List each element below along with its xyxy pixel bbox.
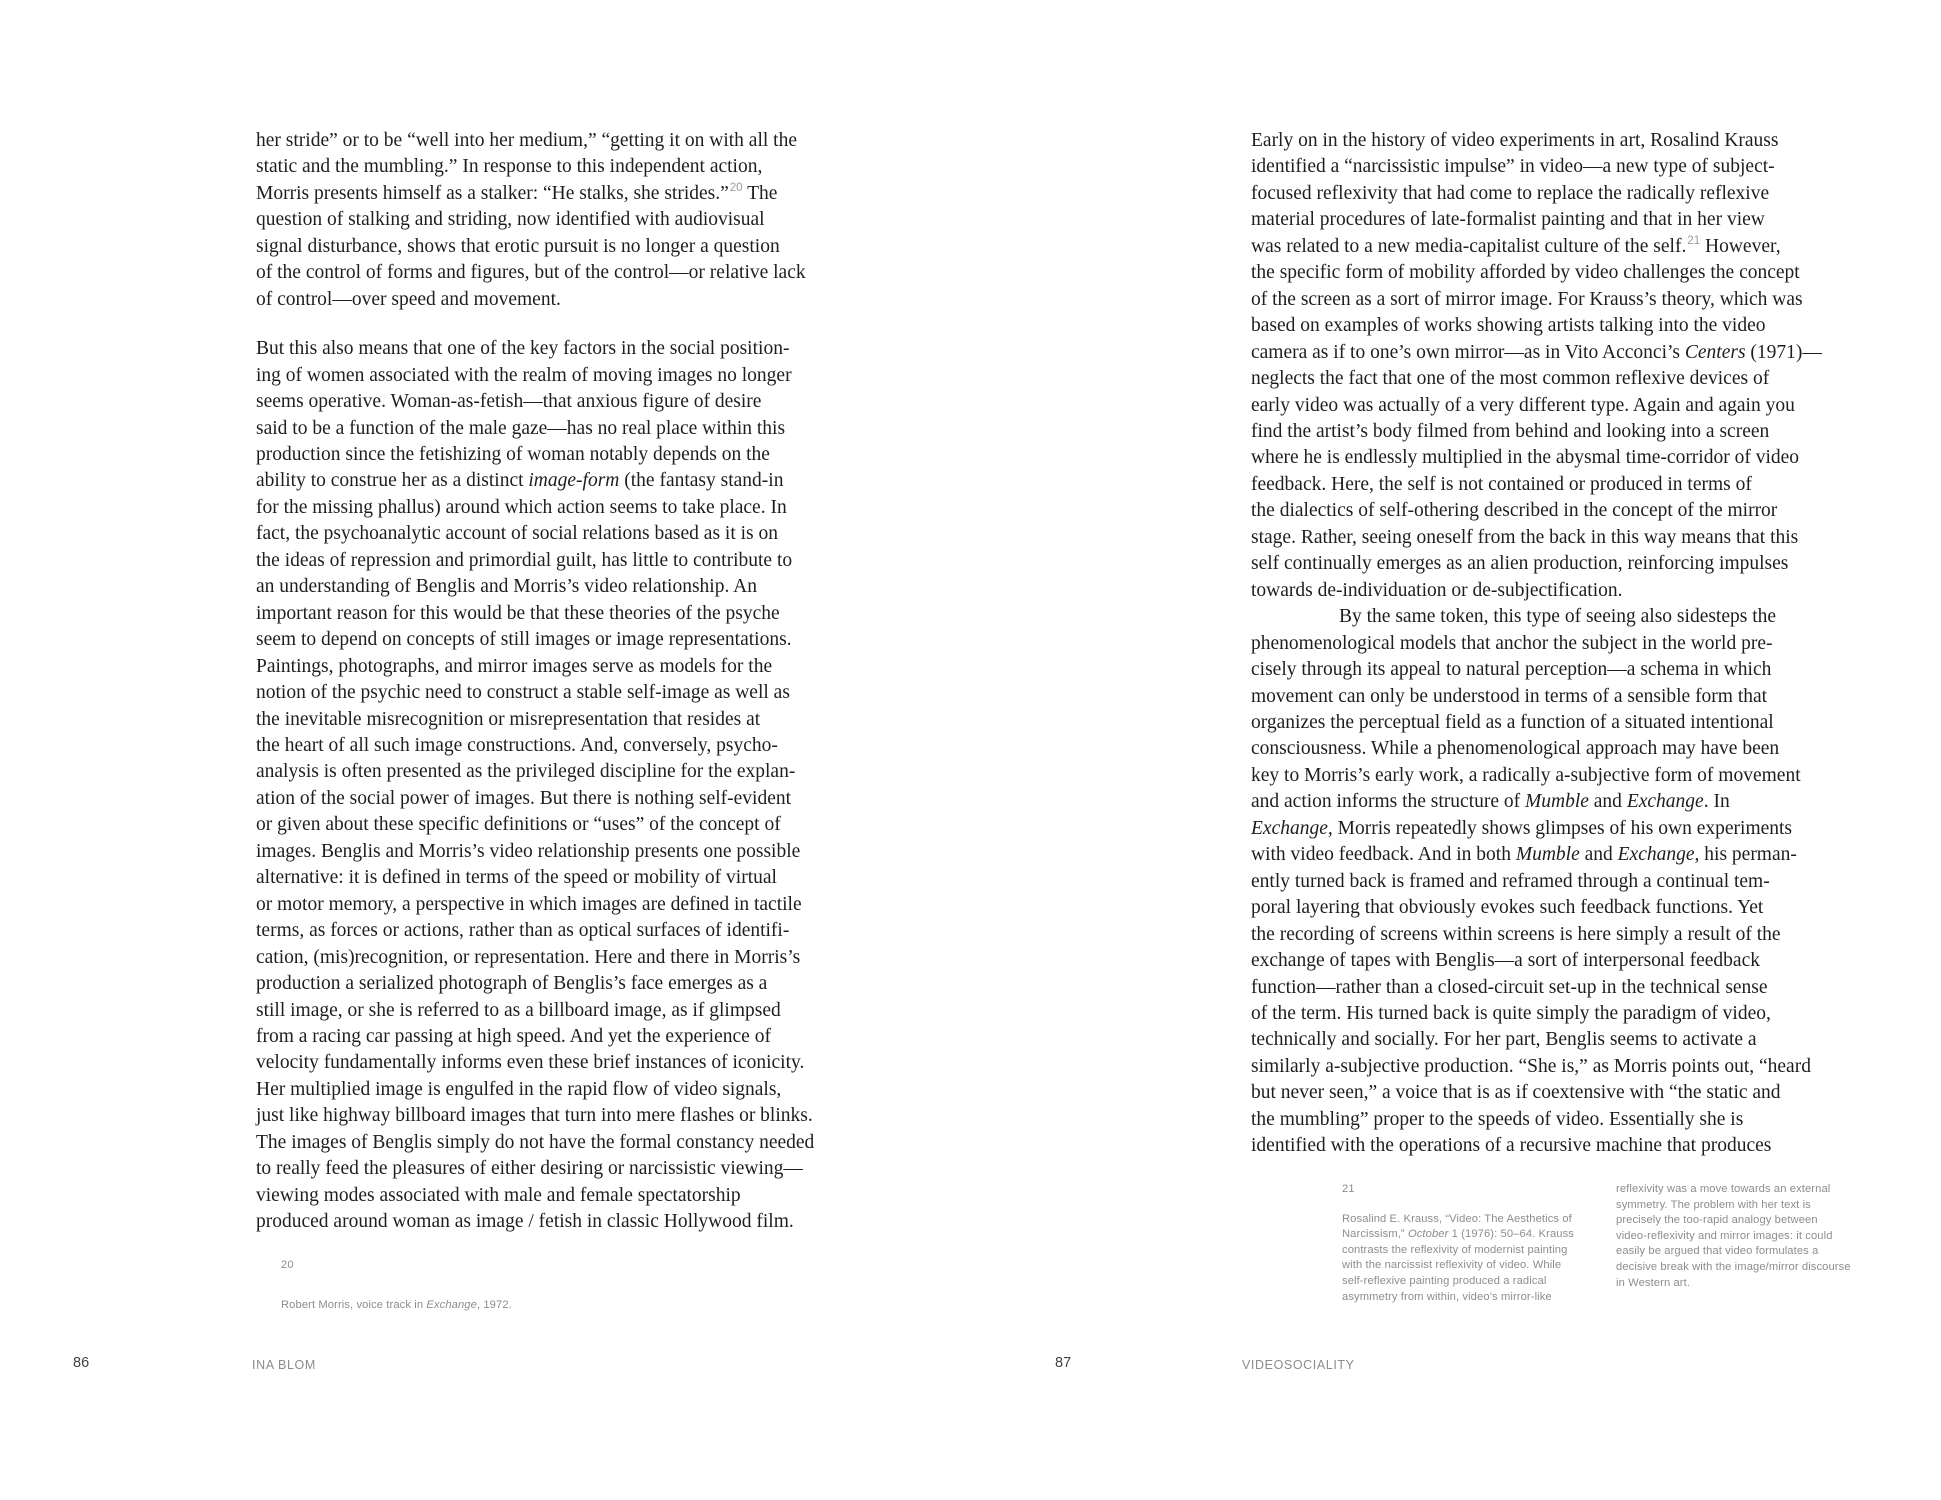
- text-line: material procedures of late-formalist painting and that in her view: [1251, 209, 1765, 231]
- note-reference: 20: [729, 182, 743, 195]
- text-line: cisely through its appeal to natural perception—a schema in which: [1251, 659, 1772, 681]
- text-line: seem to depend on concepts of still images or image representations.: [256, 629, 792, 651]
- text-line: ation of the social power of images. But there is nothing self-evident: [256, 787, 792, 809]
- text-line: early video was actually of a very different type. Again and again you: [1251, 394, 1795, 416]
- text-line: signal disturbance, shows that erotic pursuit is no longer a question: [256, 235, 780, 257]
- text-line: Robert Morris, voice track in Exchange, 1972.: [281, 1298, 512, 1311]
- text-line: or given about these specific definitions or “uses” of the concept of: [256, 814, 781, 836]
- footnote-column-2: [1616, 1182, 1878, 1291]
- text-line: organizes the perceptual field as a function of a situated intentional: [1251, 711, 1774, 733]
- text-line: production a serialized photograph of Benglis’s face emerges as a: [256, 973, 768, 995]
- text-line: production since the fetishizing of woman notably depends on the: [256, 443, 770, 465]
- text-line: the ideas of repression and primordial guilt, has little to contribute to: [256, 549, 793, 571]
- text-line: her stride” or to be “well into her medium,” “getting it on with all the: [256, 130, 797, 151]
- text-line: an understanding of Benglis and Morris’s video relationship. An: [256, 576, 757, 598]
- left-running-title: INA BLOM: [252, 1358, 316, 1372]
- text-line: feedback. Here, the self is not contained or produced in terms of: [1251, 473, 1752, 495]
- footnote-text: [281, 1298, 512, 1314]
- text-line: poral layering that obviously evokes such feedback functions. Yet: [1251, 897, 1764, 919]
- right-paragraph-2: [1251, 604, 1916, 1160]
- left-page-number: 86: [73, 1355, 90, 1371]
- text-line: neglects the fact that one of the most common reflexive devices of: [1251, 368, 1770, 390]
- text-line: symmetry. The problem with her text is: [1616, 1198, 1811, 1211]
- text-line: function—rather than a closed-circuit set-up in the technical sense: [1251, 976, 1768, 998]
- text-line: camera as if to one’s own mirror—as in Vito Acconci’s Centers (1971)—: [1251, 341, 1822, 363]
- text-line: from a racing car passing at high speed. And yet the experience of: [256, 1025, 771, 1047]
- footnote-text: [1342, 1212, 1604, 1306]
- text-line: of the control of forms and figures, but of the control—or relative lack: [256, 262, 806, 284]
- text-line: terms, as forces or actions, rather than as optical surfaces of identifi-: [256, 920, 790, 942]
- text-line: the mumbling” proper to the speeds of video. Essentially she is: [1251, 1108, 1744, 1130]
- text-line: the specific form of mobility afforded by video challenges the concept: [1251, 262, 1800, 284]
- text-line: with video feedback. And in both Mumble and Exchange, his perman-: [1251, 844, 1797, 866]
- text-line: phenomenological models that anchor the subject in the world pre-: [1251, 632, 1773, 654]
- footnote-column-1: [1342, 1182, 1604, 1305]
- text-line: Morris presents himself as a stalker: “He stalks, she strides.”$^{20}$ The: [256, 182, 778, 204]
- right-page-number: 87: [1055, 1355, 1072, 1371]
- text-line: key to Morris’s early work, a radically a-subjective form of movement: [1251, 764, 1801, 786]
- text-line: to really feed the pleasures of either desiring or narcissistic viewing—: [256, 1158, 803, 1180]
- text-line: the heart of all such image constructions. And, conversely, psycho-: [256, 734, 778, 756]
- text-line: of the screen as a sort of mirror image. For Krauss’s theory, which was: [1251, 288, 1803, 310]
- left-paragraph-2: [256, 336, 921, 1235]
- text-line: based on examples of works showing artists talking into the video: [1251, 315, 1766, 337]
- text-line: But this also means that one of the key factors in the social position-: [256, 338, 790, 360]
- text-line: asymmetry from within, video’s mirror-like: [1342, 1290, 1552, 1303]
- text-line: the dialectics of self-othering described in the concept of the mirror: [1251, 500, 1778, 522]
- text-line: stage. Rather, seeing oneself from the back in this way means that this: [1251, 526, 1799, 548]
- text-line: reflexivity was a move towards an external: [1616, 1183, 1831, 1195]
- text-line: still image, or she is referred to as a billboard image, as if glimpsed: [256, 999, 781, 1021]
- text-line: just like highway billboard images that turn into mere flashes or blinks.: [256, 1105, 813, 1127]
- text-line: identified with the operations of a recursive machine that produces: [1251, 1135, 1772, 1157]
- text-line: video-reflexivity and mirror images: it could: [1616, 1229, 1833, 1242]
- text-line: of the term. His turned back is quite simply the paradigm of video,: [1251, 1002, 1771, 1024]
- text-line: and action informs the structure of Mumble and Exchange. In: [1251, 791, 1730, 813]
- text-line: seems operative. Woman-as-fetish—that anxious figure of desire: [256, 391, 762, 413]
- text-line: ability to construe her as a distinct image-form (the fantasy stand-in: [256, 470, 784, 492]
- text-line: produced around woman as image / fetish in classic Hollywood film.: [256, 1211, 794, 1233]
- text-line: By the same token, this type of seeing also sidesteps the: [1339, 606, 1777, 628]
- text-line: The images of Benglis simply do not have the formal constancy needed: [256, 1131, 815, 1153]
- right-paragraph-1: [1251, 128, 1916, 604]
- text-line: towards de-individuation or de-subjectification.: [1251, 579, 1623, 601]
- footnote-number: 20: [281, 1259, 294, 1271]
- left-page-body-column: [256, 128, 921, 1236]
- text-line: alternative: it is defined in terms of the speed or mobility of virtual: [256, 867, 777, 889]
- text-line: Rosalind E. Krauss, “Video: The Aesthetics of: [1342, 1212, 1572, 1225]
- right-running-title: VIDEOSOCIALITY: [1242, 1358, 1355, 1372]
- text-line: of control—over speed and movement.: [256, 288, 561, 310]
- text-line: Early on in the history of video experiments in art, Rosalind Krauss: [1251, 130, 1779, 151]
- text-line: static and the mumbling.” In response to this independent action,: [256, 156, 763, 178]
- text-line: decisive break with the image/mirror discourse: [1616, 1260, 1851, 1273]
- text-line: where he is endlessly multiplied in the abysmal time-corridor of video: [1251, 447, 1800, 469]
- footnote-20: [281, 1258, 512, 1313]
- text-line: similarly a-subjective production. “She is,” as Morris points out, “heard: [1251, 1055, 1811, 1077]
- text-line: focused reflexivity that had come to replace the radically reflexive: [1251, 182, 1770, 204]
- text-line: but never seen,” a voice that is as if coextensive with “the static and: [1251, 1082, 1781, 1104]
- text-line: or motor memory, a perspective in which images are defined in tactile: [256, 893, 802, 915]
- text-line: Her multiplied image is engulfed in the rapid flow of video signals,: [256, 1078, 782, 1100]
- left-paragraph-1: [256, 128, 921, 313]
- text-line: was related to a new media-capitalist culture of the self.$^{21}$ However,: [1251, 235, 1781, 257]
- text-line: precisely the too-rapid analogy between: [1616, 1214, 1818, 1227]
- right-page-body-column: [1251, 128, 1916, 1160]
- text-line: with the narcissist reflexivity of video. While: [1342, 1259, 1562, 1272]
- text-line: the inevitable misrecognition or misrepresentation that resides at: [256, 708, 761, 730]
- text-line: exchange of tapes with Benglis—a sort of interpersonal feedback: [1251, 950, 1760, 972]
- text-line: movement can only be understood in terms of a sensible form that: [1251, 685, 1768, 707]
- text-line: images. Benglis and Morris’s video relationship presents one possible: [256, 840, 801, 862]
- text-line: ently turned back is framed and reframed through a continual tem-: [1251, 870, 1770, 892]
- text-line: for the missing phallus) around which action seems to take place. In: [256, 496, 787, 518]
- text-line: Paintings, photographs, and mirror images serve as models for the: [256, 655, 773, 677]
- text-line: identified a “narcissistic impulse” in video—a new type of subject-: [1251, 156, 1775, 178]
- text-line: Exchange, Morris repeatedly shows glimpses of his own experiments: [1251, 817, 1793, 839]
- text-line: Narcissism,” October 1 (1976): 50–64. Krauss: [1342, 1228, 1574, 1241]
- note-reference: 21: [1687, 235, 1701, 248]
- text-line: question of stalking and striding, now identified with audiovisual: [256, 209, 765, 231]
- text-line: find the artist’s body filmed from behind and looking into a screen: [1251, 420, 1770, 442]
- text-line: fact, the psychoanalytic account of social relations based as it is on: [256, 523, 778, 545]
- text-line: analysis is often presented as the privileged discipline for the explan-: [256, 761, 796, 783]
- text-line: technically and socially. For her part, Benglis seems to activate a: [1251, 1029, 1757, 1051]
- text-line: velocity fundamentally informs even these brief instances of iconicity.: [256, 1052, 805, 1074]
- text-line: cation, (mis)recognition, or representation. Here and there in Morris’s: [256, 946, 801, 968]
- text-line: important reason for this would be that these theories of the psyche: [256, 602, 780, 624]
- text-line: the recording of screens within screens is here simply a result of the: [1251, 923, 1781, 945]
- text-line: said to be a function of the male gaze—has no real place within this: [256, 417, 786, 439]
- text-line: in Western art.: [1616, 1276, 1691, 1289]
- text-line: easily be argued that video formulates a: [1616, 1245, 1819, 1258]
- text-line: viewing modes associated with male and female spectatorship: [256, 1184, 741, 1206]
- text-line: self-reflexive painting produced a radical: [1342, 1274, 1547, 1287]
- text-line: ing of women associated with the realm of moving images no longer: [256, 364, 792, 386]
- text-line: self continually emerges as an alien production, reinforcing impulses: [1251, 553, 1789, 575]
- text-line: contrasts the reflexivity of modernist painting: [1342, 1243, 1568, 1256]
- text-line: notion of the psychic need to construct a stable self-image as well as: [256, 682, 790, 704]
- text-line: consciousness. While a phenomenological approach may have been: [1251, 738, 1780, 760]
- footnote-number: 21: [1342, 1183, 1355, 1195]
